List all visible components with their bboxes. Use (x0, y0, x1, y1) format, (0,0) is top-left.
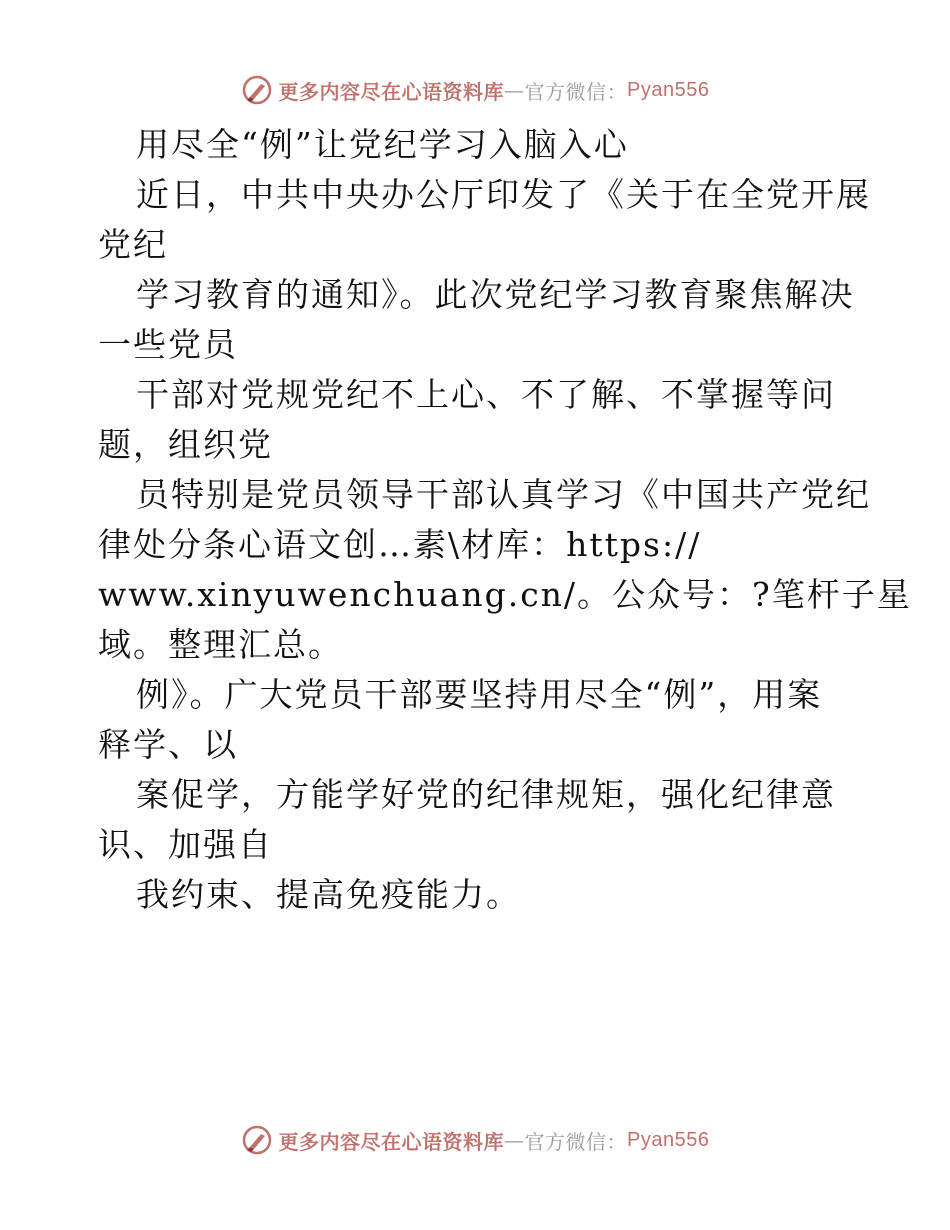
paragraph-line: 学习教育的通知》。此次党纪学习教育聚焦解决 (136, 275, 855, 314)
paragraph-line: 题，组织党 (98, 425, 273, 464)
header-banner (0, 70, 950, 110)
paragraph-line: 员特别是党员领导干部认真学习《中国共产党纪 (136, 475, 871, 514)
document-title: 用尽全“例”让党纪学习入脑入心 (136, 125, 629, 164)
pen-logo-icon (241, 74, 273, 106)
banner-dash: — (504, 1128, 525, 1152)
paragraph-line: 党纪 (98, 225, 168, 264)
footer-banner (0, 1120, 950, 1160)
paragraph-line: 例》。广大党员干部要坚持用尽全“例”，用案 (136, 675, 823, 714)
paragraph-line: 干部对党规党纪不上心、不了解、不掌握等问 (136, 375, 836, 414)
paragraph-line: 域。整理汇总。 (98, 625, 343, 664)
paragraph-line: 案促学，方能学好党的纪律规矩，强化纪律意 (136, 775, 836, 814)
document-body (98, 120, 912, 920)
paragraph-line: 释学、以 (98, 725, 238, 764)
banner-wechat-label: 官方微信： (524, 79, 628, 104)
paragraph-line: 我约束、提高免疫能力。 (136, 875, 521, 914)
pen-logo-icon (241, 1124, 273, 1156)
banner-wechat-label: 官方微信： (524, 1129, 628, 1154)
paragraph-line: 一些党员 (98, 325, 238, 364)
banner-title: 更多内容尽在心语资料库 (278, 1129, 505, 1154)
paragraph-line: 近日，中共中央办公厅印发了《关于在全党开展 (136, 175, 871, 214)
banner-wechat-id: Pyan556 (627, 78, 710, 101)
paragraph-line: 识、加强自 (98, 825, 273, 864)
paragraph-line: www.xinyuwenchuang.cn/。公众号：?笔杆子星 (98, 575, 912, 614)
banner-title: 更多内容尽在心语资料库 (278, 79, 505, 104)
banner-dash: — (504, 78, 525, 102)
paragraph-line: 律处分条心语文创…素\材库：https:// (98, 525, 702, 564)
banner-wechat-id: Pyan556 (627, 1128, 710, 1151)
